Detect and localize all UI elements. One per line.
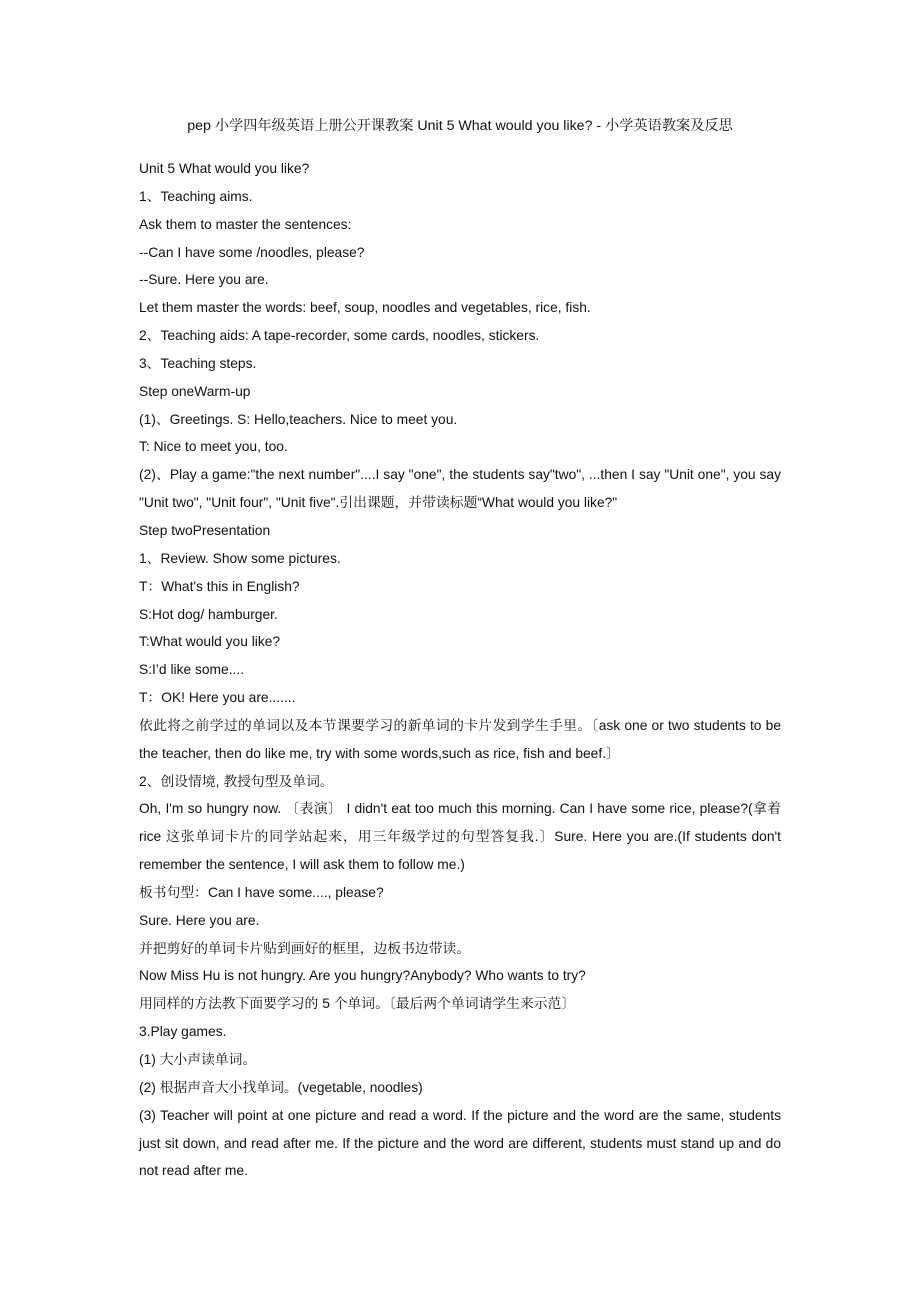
paragraph: (1) 大小声读单词。 <box>139 1052 257 1067</box>
paragraph: 依此将之前学过的单词以及本节课要学习的新单词的卡片发到学生手里。〔ask one or two students to be the teacher, then do like me, try with some words,such as rice, fish and beef.〕 <box>139 717 781 761</box>
paragraph: --Sure. Here you are. <box>139 272 269 288</box>
paragraph: T：OK! Here you are....... <box>139 690 296 706</box>
paragraph: Oh, I'm so hungry now. 〔表演〕 I didn't eat too much this morning. Can I have some rice, please?(拿着 rice 这张单词卡片的同学站起来，用三年级学过的句型答复我.〕Sure. Here you are.(If students don't remember the sentence, I will ask them to follow me.) <box>139 801 781 873</box>
paragraph: (2)、Play a game:"the next number"....I say "one", the students say"two", ...then I say "Unit one", you say "Unit two", "Unit four", "Unit five".引出课题，并带读标题“What would you like?" <box>139 467 781 511</box>
paragraph: 2、创设情境, 教授句型及单词。 <box>139 773 334 789</box>
paragraph: T：What's this in English? <box>139 578 300 594</box>
paragraph: Ask them to master the sentences: <box>139 216 352 232</box>
paragraph: S:I’d like some.... <box>139 662 245 678</box>
paragraph: Sure. Here you are. <box>139 912 260 928</box>
paragraph: 1、Review. Show some pictures. <box>139 550 341 566</box>
paragraph: 3、Teaching steps. <box>139 355 257 371</box>
paragraph: Step twoPresentation <box>139 522 271 538</box>
paragraph: (3) Teacher will point at one picture and read a word. If the picture and the word are the same, students just sit down, and read after me. If the picture and the word are different, students must stand up and do not read after me. <box>139 1107 781 1179</box>
paragraph: Step oneWarm-up <box>139 383 251 399</box>
paragraph: T: Nice to meet you, too. <box>139 439 288 455</box>
paragraph: --Can I have some /noodles, please? <box>139 244 365 260</box>
paragraph: Now Miss Hu is not hungry. Are you hungry?Anybody? Who wants to try? <box>139 968 586 984</box>
paragraph: T:What would you like? <box>139 634 281 650</box>
paragraph: Unit 5 What would you like? <box>139 161 310 176</box>
paragraph: Let them master the words: beef, soup, noodles and vegetables, rice, fish. <box>139 300 591 316</box>
paragraph: 板书句型：Can I have some...., please? <box>139 884 384 900</box>
paragraph: 并把剪好的单词卡片贴到画好的框里，边板书边带读。 <box>139 940 471 956</box>
paragraph: 2、Teaching aids: A tape-recorder, some cards, noodles, stickers. <box>139 328 540 344</box>
paragraph: 3.Play games. <box>139 1024 227 1040</box>
paragraph: 1、Teaching aims. <box>139 188 253 204</box>
document-title: pep 小学四年级英语上册公开课教案 Unit 5 What would you like? - 小学英语教案及反思 <box>187 118 733 134</box>
paragraph: (1)、Greetings. S: Hello,teachers. Nice to meet you. <box>139 411 458 427</box>
paragraph: S:Hot dog/ hamburger. <box>139 606 278 622</box>
paragraph: 用同样的方法教下面要学习的 5 个单词。〔最后两个单词请学生来示范〕 <box>139 996 576 1012</box>
document-body <box>139 155 781 1185</box>
paragraph: (2) 根据声音大小找单词。(vegetable, noodles) <box>139 1079 423 1095</box>
